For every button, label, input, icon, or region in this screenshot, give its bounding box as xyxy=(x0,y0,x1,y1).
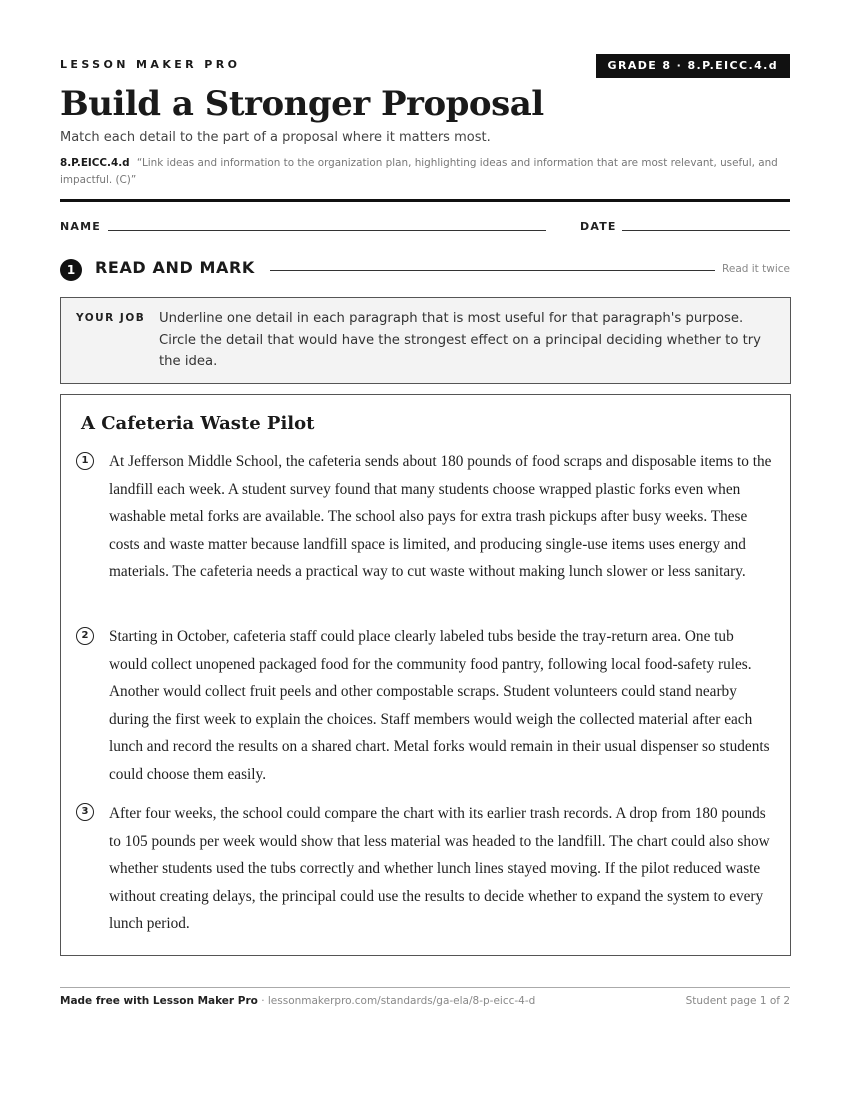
section-number-badge: 1 xyxy=(60,259,82,281)
instructions-box xyxy=(60,297,791,384)
grade-badge: GRADE 8 · 8.P.EICC.4.d xyxy=(596,54,790,78)
date-field[interactable] xyxy=(622,230,790,231)
footer-credit xyxy=(60,995,535,1007)
paragraph-2: Starting in October, cafeteria staff could place clearly labeled tubs beside the tray-return area. One tub would collect unopened packaged food for the community food pantry, following local food-safety rules. Another would collect fruit peels and other compostable scraps. Student volunteers could stand nearby during the first week to explain the choices. Staff members would weigh the collected material after each lunch and record the results on a shared chart. Metal forks would remain in their usual dispenser so students could choose them easily. xyxy=(109,628,770,783)
instructions-label: YOUR JOB xyxy=(76,312,146,324)
footer-url[interactable]: · lessonmakerpro.com/standards/ga-ela/8-p-eicc-4-d xyxy=(257,995,536,1007)
page-title: Build a Stronger Proposal xyxy=(60,84,544,124)
instructions-text: Underline one detail in each paragraph that is most useful for that paragraph's purpose. Circle the detail that would have the strongest effect on a principal deciding whether to try the idea. xyxy=(159,311,761,369)
footer-made-by: Made free with Lesson Maker Pro xyxy=(60,995,258,1007)
passage-title: A Cafeteria Waste Pilot xyxy=(81,413,315,434)
paragraph-3: After four weeks, the school could compare the chart with its earlier trash records. A drop from 180 pounds to 105 pounds per week would show that less material was headed to the landfill. The chart could also show whether students used the tubs correctly and whether lunch lines stayed moving. If the pilot reduced waste without creating delays, the principal could use the results to decide whether to expand the system to every lunch period. xyxy=(109,805,770,933)
footer-divider xyxy=(60,987,790,988)
page-subtitle: Match each detail to the part of a proposal where it matters most. xyxy=(60,130,491,145)
name-field[interactable] xyxy=(108,230,546,231)
standard-description xyxy=(60,155,780,189)
brand-label: LESSON MAKER PRO xyxy=(60,58,241,71)
standard-code: 8.P.EICC.4.d xyxy=(60,157,130,169)
section-divider xyxy=(270,270,715,271)
paragraph-number-1: 1 xyxy=(76,452,94,470)
paragraph-1: At Jefferson Middle School, the cafeteria sends about 180 pounds of food scraps and disposable items to the landfill each week. A student survey found that many students choose wrapped plastic forks even when washable metal forks are available. The school also pays for extra trash pickups after busy weeks. These costs and waste matter because landfill space is limited, and producing single-use items uses energy and materials. The cafeteria needs a practical way to cut waste without making lunch slower or less sanitary. xyxy=(109,453,772,581)
reading-passage xyxy=(60,394,791,956)
standard-text: “Link ideas and information to the organization plan, highlighting ideas and information that are most relevant, useful, and impactful. (C)” xyxy=(60,157,778,186)
header-divider xyxy=(60,199,790,202)
paragraph-number-2: 2 xyxy=(76,627,94,645)
footer-page-number: Student page 1 of 2 xyxy=(685,995,790,1007)
name-label: NAME xyxy=(60,220,101,233)
paragraph-number-3: 3 xyxy=(76,803,94,821)
section-title: READ AND MARK xyxy=(95,258,255,277)
section-note: Read it twice xyxy=(722,263,790,275)
date-label: DATE xyxy=(580,220,617,233)
